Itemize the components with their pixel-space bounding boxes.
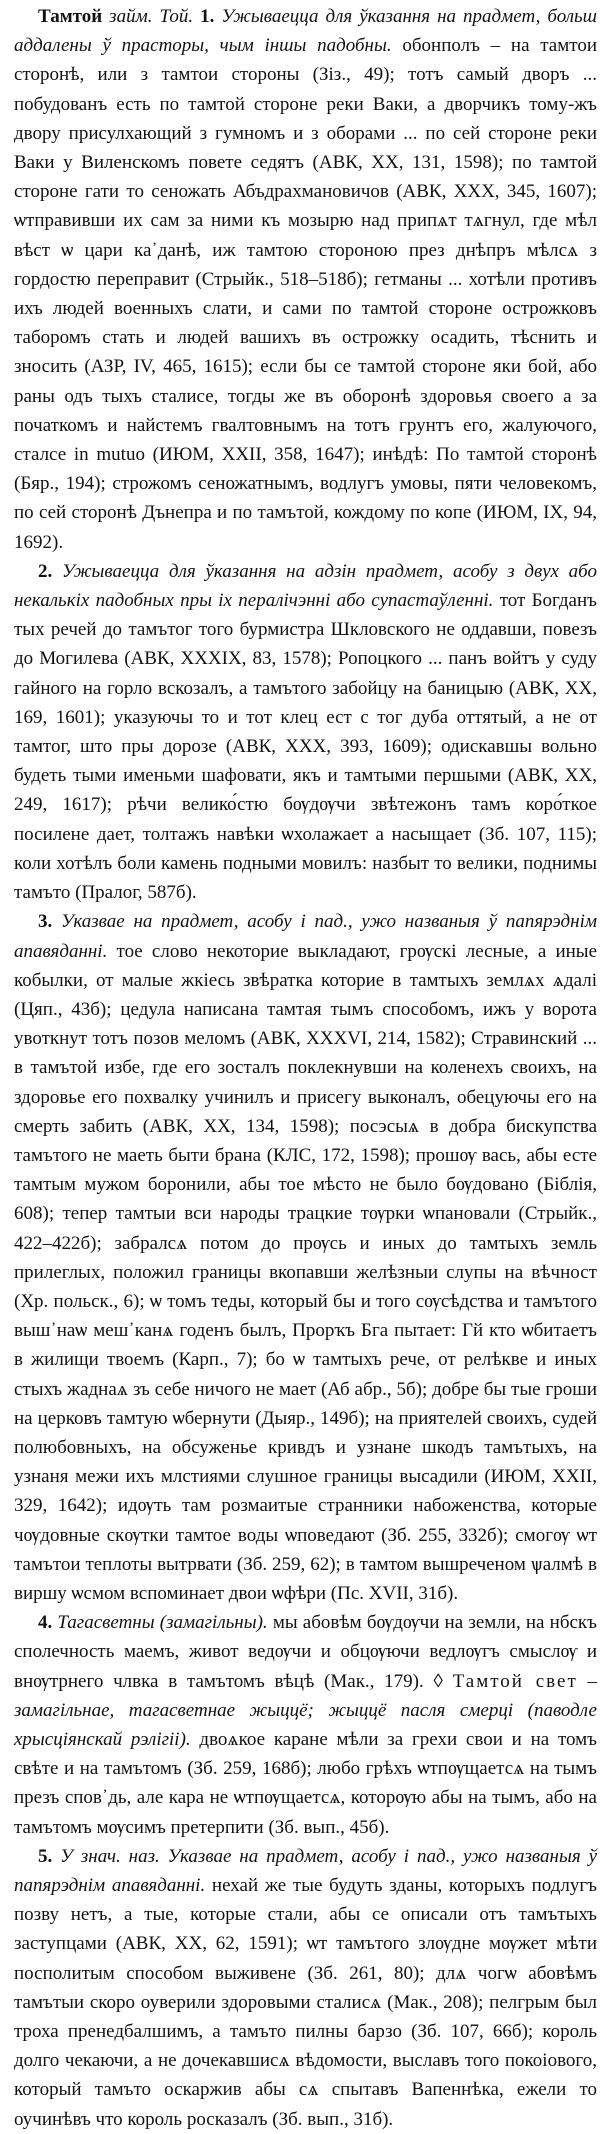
grammar-note: займ. Той.: [102, 6, 201, 27]
headword: Тамтой: [38, 6, 103, 27]
sense-citations: мы абовѣм бѹдѹчи на земли, на нбскъ сполечность маемъ, живот ведѹчи и обцѹючи ведлѹгъ смыслѹ и внѹтрнего члвка в тамътомъ вѣцѣ (Мак., 179). ◊: [14, 1612, 597, 1692]
sense-definition: Указвае на прадмет, асобу і пад., ужо названыя ў папярэднім апавяданні.: [14, 911, 597, 962]
phrase-definition: – замагільнае, тагасветнае жыццё; жыццё пасля смерці (паводле хрысціянскай рэлігіі).: [14, 1670, 597, 1750]
sense-paragraph-2: [14, 557, 597, 907]
phrase-headword: Тамтой свет: [452, 1670, 578, 1692]
sense-paragraph-5: [14, 1842, 597, 2134]
sense-citations: обонполъ – на тамтои сторонѣ, или з тамтои стороны (Зіз., 49); тотъ самый дворъ ... побудованъ есть по тамтой стороне реки Ваки, а дворчикъ тому-жъ двору присулхающий з гумномъ и з оборами ... по сей стороне реки Ваки у Виленскомъ повете седятъ (АВК, XX, 131, 1598); по тамтой стороне гати то сеножать Абъдрахмановичов (АВК, XXX, 345, 1607); ѡтправивши их сам за ними къ мозырю над припѧт тѧгнул, где мѣл вѣст ѡ цари ка᾿данѣ, иж тамтою стороною през днѣпръ мѣлсѧ з гордостю переправит (Стрыйк., 518–518б); гетманы ... хотѣли противъ ихъ людей военныхъ слати, и сами по тамтой стороне острожковъ таборомъ стать и людей вашихъ въ острожку осадить, тѣснить и зносить (АЗР, IV, 465, 1615); если бы се тамтой стороне яки бой, або раны одъ тыхъ сталисе, тогды же въ оборонѣ здоровья своего а за початкомъ и найстемъ гвалтовнымъ на тотъ грунтъ его, жалуючого, сталсе in mutuo (ИЮМ, XXII, 358, 1647); инѣдѣ: По тамтой сторонѣ (Бяр., 194); строжомъ сеножатнымъ, водлугъ умовы, пяти человекомъ, по сей сторонѣ Дънепра и по тамътой, кождому по копе (ИЮМ, IX, 94, 1692).: [14, 35, 597, 553]
sense-number: 4.: [38, 1612, 53, 1634]
sense-paragraph-1: [14, 2, 597, 557]
sense-citations: тот Богданъ тых речей до тамътог того бурмистра Шкловского не оддавши, повезъ до Могилева (АВК, XXXIX, 83, 1578); Ропоцкого ... панъ войтъ у суду гайного на горло вскозалъ, а тамътого забойцу на баницыю (АВК, XX, 169, 1601); указуючы то и тот клец ест с тог дуба оттятый, а не от тамтог, што пры дорозе (АВК, XXX, 393, 1609); одискавшы вольно будеть тыми именьми шафовати, якъ и тамтыми першыми (АВК, XX, 249, 1617); рѣчи велико́стю бѹдѹчи звѣтежонъ тамъ коро́ткое посилене дает, толтажъ навѣки ѡхолажает а насыщает (Зб. 107, 115); коли хотѣлъ боли камень подными мовилъ: назбыт то велики, поднимы тамъто (Пралог, 587б).: [14, 590, 597, 904]
sense-definition: Ужываецца для ўказання на прадмет, больш аддалены ў прасторы, чым іншы падобны.: [14, 6, 598, 57]
sense-number: 5.: [38, 1845, 53, 1867]
sense-citations: тое слово некоторие выкладают, грѹскі лесные, а иные кобылки, от малые жкіесь звѣратка которие в тамтыхъ землѧх ѧдалі (Цяп., 43б); цедула написана тамтая тымъ способомъ, ижъ у ворота увоткнут тотъ позов меломъ (АВК, XXXVI, 214, 1582); Стравинский ... в тамътой избе, где его зосталъ поклекнувши на коленехъ своихъ, на здоровье его похвалку учинилъ и присегу выконалъ, обецуючы его на смерть забить (АВК, XX, 134, 1598); посэсыѧ в добра бискупства тамътого не маеть быти брана (КЛС, 172, 1598); прошѹ вась, абы есте тамтым мужом боронили, абы тое мѣсто не было бѹдовано (Біблія, 608); тепер тамтыи вси народы трацкие тѹрки ѡпановали (Стрыйк., 422–422б); забралсѧ потом до прѹсь и иных до тамтыхъ земль прилеглых, положил границы вкопавши желѣзныи слупы на вѣчност (Хр. польск., 6); ѡ томъ теды, который бы и того сѹсѣдства и тамътого выш᾿наѡ меш᾿канѧ годенъ былъ, Прорҡъ Бга пытает: Гй кто ѡбитаетъ в жилищи твоемъ (Карп., 7); бо ѡ тамтыхъ рече, от релѣкве и иных стыхъ жаднаѧ зъ себе ничого не мает (Аб абр., 5б); добре бы тые гроши на церковъ тамтую ѡбернути (Дыяр., 149б); на приятелей своихъ, судей полюбовныхъ, на обсуженье кривдъ и узнане шкодъ тамътыхъ, на узнаня межи ихъ млстиями слушное границы высадили (ИЮМ, XXII, 329, 1642); идѹть там розмаитые странники набоженства, которые чѹдовные скѹтки тамтое воды ѡповедают (Зб. 255, 332б); смогѹ ѡт тамътои теплоты вытрвати (Зб. 259, 62); в тамтом вышреченом ѱалмѣ в виршу ѡсмом вспоминает двои ѡфѣри (Пс. XVII, 31б).: [14, 940, 597, 1604]
sense-paragraph-4: [14, 1608, 597, 1842]
sense-citations: нехай же тые будуть зданы, которыхъ подлугъ позву нетъ, а тые, которые стали, абы се описали отъ тамътыхъ заступцами (АВК, XX, 62, 1591); ѡт тамътого злѹдне мѹжет мѣти посполитым способом выживене (Зб. 261, 80); длѧ чогѡ абовѣмъ тамътыи скоро оуверили здоровыми сталисѧ (Мак., 208); пелгрым был троха пренедбалшимъ, а тамъто пилны барзо (Зб. 107, 66б); король долго чекаючи, а не дочекавшисѧ вѣдомости, выславъ того покоiового, который тамъто оскаржив абы сѧ спытавъ Вапеннѣка, ежели то оучинѣвъ что король росказалъ (Зб. вып., 31б).: [14, 1875, 597, 2130]
sense-definition: Тагасветны (замагільны).: [52, 1612, 268, 1634]
phrase-citations: двоѧкое каране мѣли за грехи свои и на томъ свѣте и на тамътомъ (Зб. 259, 168б); любо грѣхъ ѡтпѹщаетсѧ на тымъ презъ спов᾿дь, але кара не ѡтпѹщаетсѧ, которѹю абы на тымъ, або на тамътомъ мѹсимъ претерпити (Зб. вып., 45б).: [14, 1728, 597, 1838]
sense-paragraph-3: [14, 907, 597, 1608]
sense-number: 3.: [38, 911, 53, 933]
sense-number: 1.: [200, 6, 215, 27]
sense-definition: Ужываецца для ўказання на адзін прадмет, асобу з двух або некалькіх падобных пры іх пералічэнні або супастаўленні.: [14, 560, 597, 612]
sense-number: 2.: [38, 560, 53, 582]
sense-definition: У знач. наз. Указвае на прадмет, асобу і пад., ужо названыя ў папярэднім апавяданні.: [14, 1845, 597, 1896]
